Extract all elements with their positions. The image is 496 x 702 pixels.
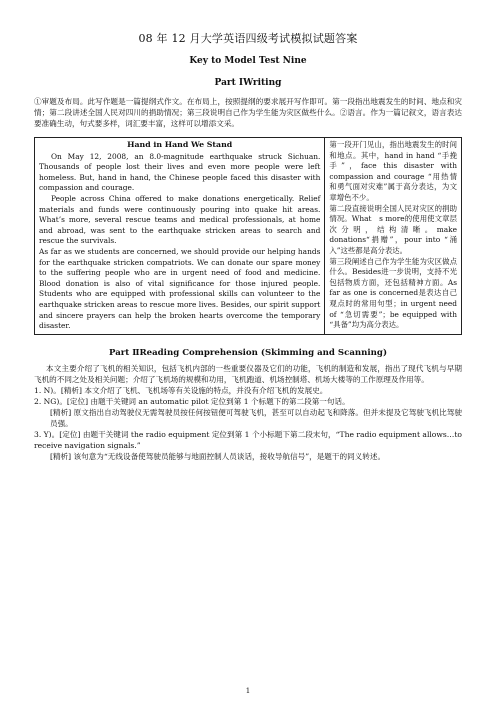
answer-3: 3. Y)。[定位] 由题干关键词 the radio equipment 定位到第 1 个小标题下第二段末句，“The radio equipment allows…to receive navigation signals.” bbox=[34, 429, 462, 450]
part-one-heading: Part ⅠWriting bbox=[214, 78, 282, 88]
part-two-heading: Part ⅡReading Comprehension (Skimming and Scanning) bbox=[108, 347, 388, 358]
answer-2: 2. NG)。[定位] 由题干关键词 an automatic pilot 定位到第 1 个标题下的第二段第一句话。 bbox=[34, 396, 350, 406]
document-subtitle: Key to Model Test Nine bbox=[189, 56, 307, 66]
commentary-paragraph-2: 第二段直接说明全国人民对灾区的捐助情况。What s more的使用使文章层次分明，结构清晰。make donations“捐赠”，pour into “涌入”这些都是高分表达。 bbox=[329, 203, 457, 255]
commentary-cell bbox=[325, 138, 462, 335]
essay-table bbox=[34, 137, 462, 335]
commentary-paragraph-3: 第三段阐述自己作为学生能为灾区做点什么。Besides进一步说明，支持不光包括物质方面，还包括精神方面。As far as one is concerned是表达自己观点时的常用句型；in urgent need of “急切需要”；be equipped with “具备”均为高分表达。 bbox=[329, 256, 457, 330]
essay-paragraph-1: On May 12, 2008, an 8.0-magnitude earthquake struck Sichuan. Thousands of people lost their lives and even more people were left homeless. But, hand in hand, the Chinese people faced this disaster with compassion and courage. bbox=[39, 151, 321, 193]
answer-2-note: [精析] 原文指出自动驾驶仪无需驾驶员按任何按钮便可驾驶飞机，甚至可以自动起飞和降落。但并未提及它驾驶飞机比驾驶员强。 bbox=[50, 407, 462, 428]
essay-title: Hand in Hand We Stand bbox=[127, 140, 233, 149]
document-title: 08 年 12 月大学英语四级考试模拟试题答案 bbox=[138, 32, 358, 45]
essay-paragraph-2: People across China offered to make donations energetically. Relief materials and funds were continuously pouring into quake hit areas. What’s more, several rescue teams and medical professionals, at home and abroad, was sent to the earthquake stricken areas to search and rescue the survivals. bbox=[39, 193, 321, 246]
essay-cell bbox=[35, 138, 325, 335]
answer-3-note: [精析] 该句意为“无线设备使驾驶员能够与地面控制人员谈话，接收导航信号”，是题干的同义转述。 bbox=[50, 451, 386, 461]
page-number: 1 bbox=[245, 687, 251, 695]
reading-intro: 本文主要介绍了飞机的相关知识，包括飞机内部的一些重要仪器及它们的功能，飞机的制造和发展，指出了现代飞机与早期飞机的不同之处及相关问题；介绍了飞机场的规模和功用，飞机跑道、机场控制塔、机场大楼等的工作原理及作用等。 bbox=[34, 363, 462, 384]
writing-intro: ①审题及布局。此写作题是一篇提纲式作文。在布局上，按照提纲的要求展开写作即可。第一段指出地震发生的时间、地点和灾情；第二段讲述全国人民对四川的捐助情况；第三段说明自己作为学生能为灾区做些什么。②语言。作为一篇记叙文，语言表达要准确生动，句式要多样，词汇要丰富，这样可以增添文采。 bbox=[34, 97, 462, 128]
answer-1: 1. N)。[精析] 本文介绍了飞机、飞机场等有关设施的特点，并没有介绍飞机的发展史。 bbox=[34, 385, 328, 395]
commentary-paragraph-1: 第一段开门见山，指出地震发生的时间和地点。其中，hand in hand “手挽手”，face this disaster with compassion and courage “用热情和勇气面对灾难”属于高分表达，为文章增色不少。 bbox=[329, 140, 457, 202]
essay-paragraph-3: As far as we students are concerned, we should provide our helping hands for the earthquake stricken compatriots. We can donate our spare money to the suffering people who are in urgent need of food and medicine. Blood donation is also of vital significance for those injured people. Students who are equipped with professional skills can volunteer to the earthquake stricken areas to rescue more lives. Besides, our spirit support and sincere prayers can help the broken hearts overcome the temporary disaster. bbox=[39, 246, 321, 331]
